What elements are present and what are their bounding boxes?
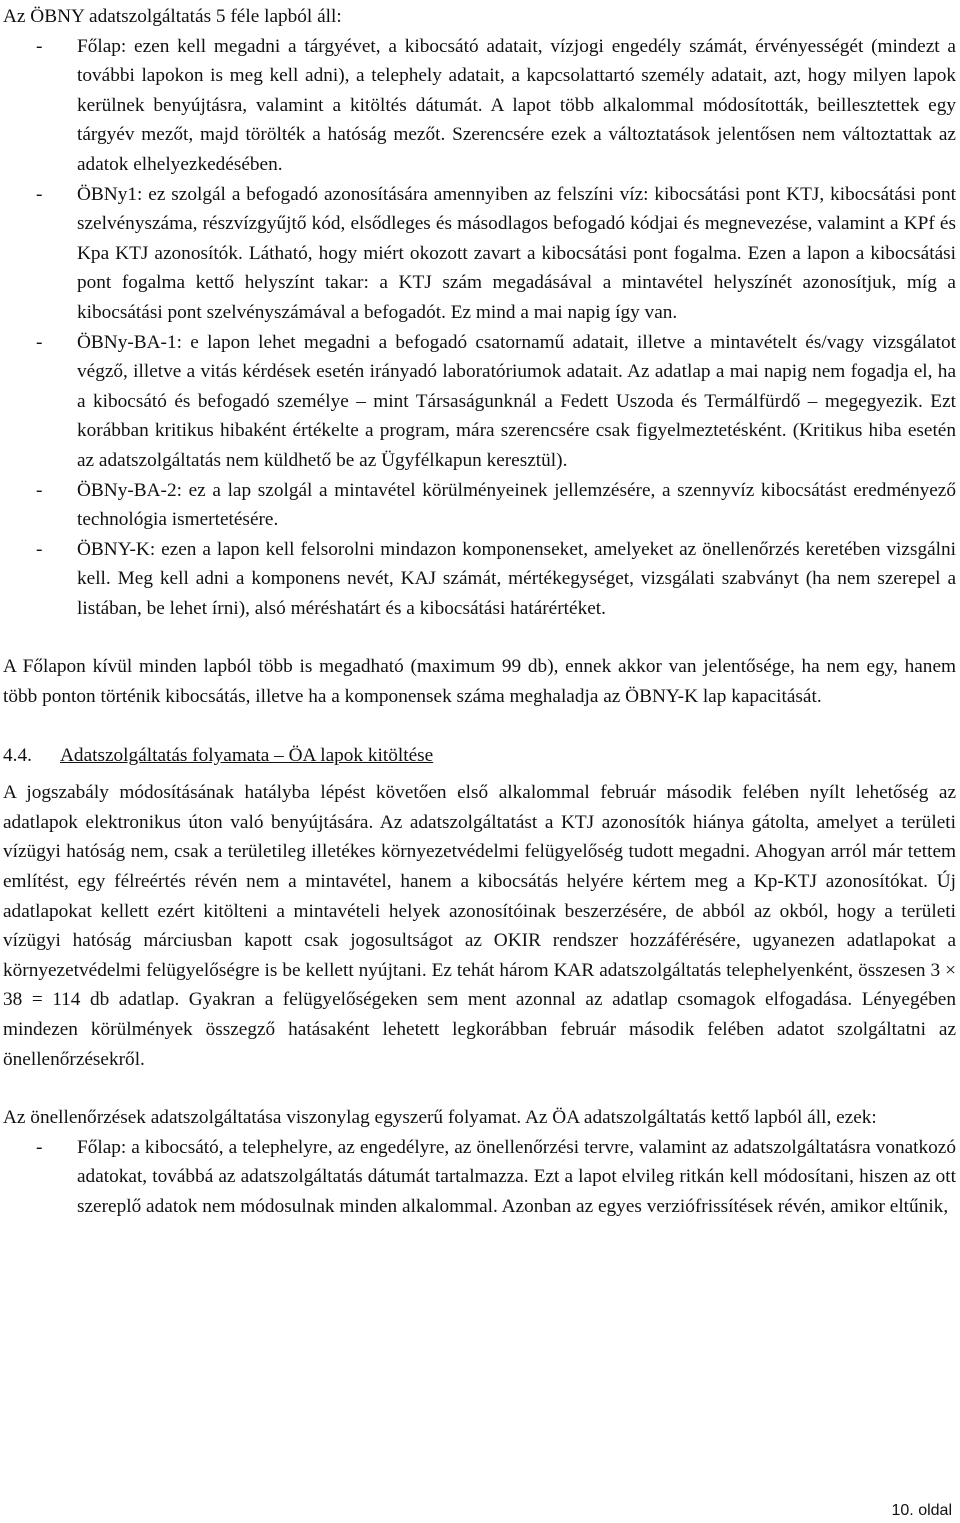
list-item-obny-k <box>3 535 956 624</box>
list-bullet: - <box>36 1136 43 1158</box>
list-bullet: - <box>36 35 43 57</box>
list-bullet: - <box>36 538 43 560</box>
list-bullet: - <box>36 331 43 353</box>
list-bullet: - <box>36 183 43 205</box>
section-number: 4.4. <box>3 744 32 766</box>
list-bullet: - <box>36 479 43 501</box>
section-title: Adatszolgáltatás folyamata – ÖA lapok kitöltése <box>60 744 434 766</box>
list-item-text: Főlap: ezen kell megadni a tárgyévet, a kibocsátó adatait, vízjogi engedély számát, érvényességét (mindezt a további lapokon is meg kell adni), a telephely adatait, a kapcsolattartó személy adatait, azt, hogy milyen lapok kerülnek benyújtásra, valamint a kitöltés dátumát. A lapot több alkalommal módosították, beillesztettek egy tárgyév mezőt, majd törölték a hatóság mezőt. Szerencsére ezek a változtatások jelentősen nem változtattak az adatok elhelyezkedésében. <box>77 35 956 175</box>
list-item-obny-ba-1 <box>3 328 956 476</box>
list-item-text: ÖBNy1: ez szolgál a befogadó azonosítására amennyiben az felszíni víz: kibocsátási pont KTJ, kibocsátási pont szelvényszáma, részvízgyűjtő kód, elsődleges és másodlagos befogadó kódjai és megnevezése, valamint a KPf és Kpa KTJ azonosítók. Látható, hogy miért okozott zavart a kibocsátási pont fogalma. Ezen a lapon a kibocsátási pont fogalma kettő helyszínt takar: a KTJ szám megadásával a mintavétel helyszínét azonosítjuk, míg a kibocsátási pont szelvényszámával a befogadót. Ez mind a mai napig így van. <box>77 183 956 323</box>
oa-sheets-list <box>3 1133 956 1222</box>
list-item-obny-ba-2 <box>3 476 956 535</box>
section-heading <box>3 741 956 771</box>
paragraph-folap-multiples: A Főlapon kívül minden lapból több is megadható (maximum 99 db), ennek akkor van jelentősége, ha nem egy, hanem több ponton történik kibocsátás, illetve ha a komponensek száma meghaladja az ÖBNY-K lap kapacitását. <box>3 656 956 708</box>
paragraph-self-check: Az önellenőrzések adatszolgáltatása viszonylag egyszerű folyamat. Az ÖA adatszolgáltatás kettő lapból áll, ezek: <box>3 1107 877 1129</box>
form-sheets-list <box>3 32 956 624</box>
list-item-obny1 <box>3 180 956 328</box>
page-number: 10. oldal <box>891 1502 952 1519</box>
list-item-folap <box>3 32 956 180</box>
list-item-text: ÖBNy-BA-2: ez a lap szolgál a mintavétel körülményeinek jellemzésére, a szennyvíz kibocsátást eredményező technológia ismertetésére. <box>77 479 956 531</box>
list-item-text: ÖBNY-K: ezen a lapon kell felsorolni mindazon komponenseket, amelyeket az önellenőrzés keretében vizsgálni kell. Meg kell adni a komponens nevét, KAJ számát, mértékegységet, vizsgálati szabványt (ha nem szerepel a listában, be lehet írni), alsó méréshatárt és a kibocsátási határértéket. <box>77 538 956 619</box>
intro-text: Az ÖBNY adatszolgáltatás 5 féle lapból áll: <box>3 6 342 27</box>
list-item-text: Főlap: a kibocsátó, a telephelyre, az engedélyre, az önellenőrzési tervre, valamint az adatszolgáltatásra vonatkozó adatokat, továbbá az adatszolgáltatás dátumát tartalmazza. Ezt a lapot elvileg ritkán kell módosítani, hiszen az ott szereplő adatok nem módosulnak minden alkalommal. Azonban az egyes verziófrissítések révén, amikor eltűnik, <box>77 1136 956 1217</box>
list-item-oa-folap <box>3 1133 956 1222</box>
list-item-text: ÖBNy-BA-1: e lapon lehet megadni a befogadó csatornamű adatait, illetve a mintavételt és/vagy vizsgálatot végző, illetve a vitás kérdések esetén irányadó laboratóriumok adatait. Az adatlap a mai napig nem fogadja el, ha a kibocsátó és befogadó személye – mint Társaságunknál a Fedett Uszoda és Termálfürdő – megegyezik. Ezt korábban kritikus hibaként értékelte a program, mára szerencsére csak figyelmeztetésként. (Kritikus hiba esetén az adatszolgáltatás nem küldhető be az Ügyfélkapun keresztül). <box>77 331 956 471</box>
paragraph-process: A jogszabály módosításának hatályba lépést követően első alkalommal február második felében nyílt lehetőség az adatlapok elektronikus úton való benyújtására. Az adatszolgáltatást a KTJ azonosítók hiánya gátolta, amelyet a területi vízügyi hatóság nem, csak a területileg illetékes környezetvédelmi felügyelőség tudott megadni. Ahogyan arról már tettem említést, egy félreértés révén nem a mintavétel, hanem a kibocsátás helyére kértem meg a Kp-KTJ azonosítókat. Új adatlapokat kellett ezért kitölteni a mintavételi helyek azonosítóinak beszerzésére, de abból az okból, hogy a területi vízügyi hatóság márciusban kapott csak jogosultságot az OKIR rendszer hozzáférésére, ugyanezen adatlapokat a környezetvédelmi felügyelőségre is be kellett nyújtani. Ez tehát három KAR adatszolgáltatás telephelyenként, összesen 3 × 38 = 114 db adatlap. Gyakran a felügyelőségeken sem ment azonnal az adatlap csomagok elfogadása. Lényegében mindezen körülmények összegző hatásaként lehetett legkorábban február második felében adatot szolgáltatni az önellenőrzésekről. <box>3 782 956 1070</box>
